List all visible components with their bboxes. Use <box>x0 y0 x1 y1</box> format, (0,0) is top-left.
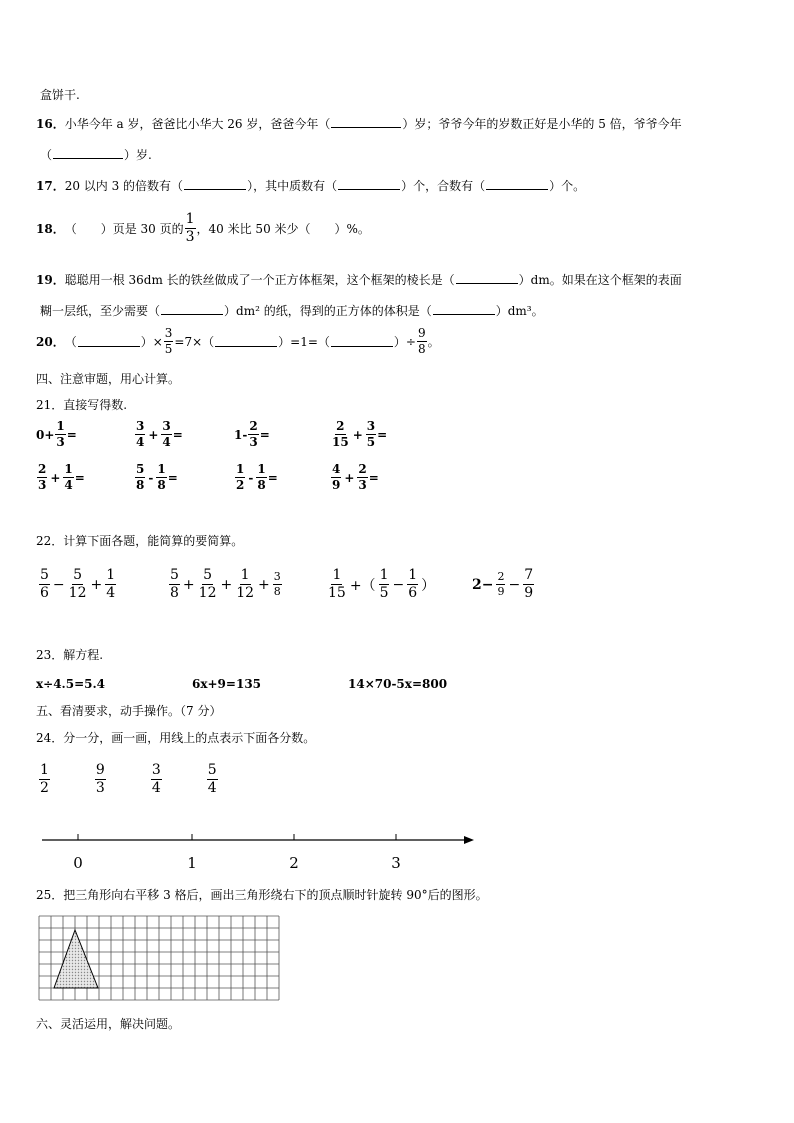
section-6-heading: 六、灵活运用，解决问题。 <box>36 1017 181 1031</box>
question-20: 20． （ ）× $\frac{3}{5}$ =7×（ ）=1=（ ）÷ $\frac{9}{8}$ 。 <box>36 326 440 357</box>
number-line[interactable] <box>36 825 486 875</box>
q21-item: 4 9 + $\frac{2}{3}$ = <box>332 462 379 493</box>
q21-item: 1- $\frac{2}{3}$ = <box>234 419 270 450</box>
fraction: 5 8 <box>136 462 145 493</box>
q22-expression-3: 1 15 +（ 1 5 − $\frac{1}{6}$ ） <box>328 567 436 602</box>
fraction: 1 2 <box>236 462 245 493</box>
fraction: 4 9 <box>332 462 341 493</box>
question-21-title: 21．直接写得数. <box>36 398 128 412</box>
q22-expression-2: 5 8 + $\frac{5}{12}$ + $\frac{1}{12}$ + $\frac{3}{8}$ <box>170 567 281 602</box>
question-25-title: 25．把三角形向右平移 3 格后，画出三角形绕右下的顶点顺时针旋转 90°后的图形。 <box>36 888 488 902</box>
tick-label-1: 1 <box>187 854 197 872</box>
question-19-line2: 糊一层纸，至少需要（ ）dm² 的纸，得到的正方体的体积是（ ）dm³。 <box>40 304 544 318</box>
answer-blank[interactable] <box>78 336 140 347</box>
question-22-title: 22．计算下面各题，能简算的要简算。 <box>36 534 244 548</box>
answer-blank[interactable] <box>184 179 246 190</box>
answer-blank[interactable] <box>433 304 495 315</box>
question-17: 17．20 以内 3 的倍数有（ ），其中质数有（ ）个，合数有（ ）个。 <box>36 179 586 193</box>
question-23-title: 23．解方程. <box>36 648 104 662</box>
grid-figure[interactable] <box>38 914 282 1004</box>
tick-label-2: 2 <box>289 854 299 872</box>
q21-item: 3 4 + $\frac{3}{4}$ = <box>136 419 183 450</box>
fraction: 1 3 <box>185 211 195 246</box>
fraction: $\frac{2}{3}$ <box>249 419 258 450</box>
fraction: 3 4 <box>136 419 145 450</box>
q21-item: 0+ $\frac{1}{3}$ = <box>36 419 77 450</box>
tick-label-3: 3 <box>391 854 401 872</box>
q15-tail: 盒饼干. <box>40 88 80 102</box>
fraction: $\frac{1}{8}$ <box>257 462 266 493</box>
q21-item: 2 15 + $\frac{3}{5}$ = <box>332 419 388 450</box>
q22-expression-4: 2− $\frac{2}{9}$ − $\frac{7}{9}$ <box>472 567 534 602</box>
answer-blank[interactable] <box>161 304 223 315</box>
fraction: $\frac{1}{3}$ <box>56 419 65 450</box>
equation-3: 14×70-5x=800 <box>348 677 448 691</box>
fraction: $\frac{2}{3}$ <box>358 462 367 493</box>
fraction: $\frac{9}{8}$ <box>417 326 426 357</box>
fraction: $\frac{3}{4}$ <box>162 419 171 450</box>
question-19-line1: 19．聪聪用一根 36dm 长的铁丝做成了一个正方体框架，这个框架的棱长是（ ）dm。如果在这个框架的表面 <box>36 273 682 287</box>
section-5-heading: 五、看清要求，动手操作。（7 分） <box>36 704 222 718</box>
answer-blank[interactable] <box>486 179 548 190</box>
fraction: 2 15 <box>332 419 349 450</box>
answer-blank[interactable] <box>215 336 277 347</box>
equation-1: x÷4.5=5.4 <box>36 677 106 691</box>
equation-2: 6x+9=135 <box>192 677 262 691</box>
question-24-title: 24．分一分，画一画，用线上的点表示下面各分数。 <box>36 731 316 745</box>
fraction: $\frac{1}{4}$ <box>64 462 73 493</box>
answer-blank[interactable] <box>331 336 393 347</box>
q21-item: 2 3 + $\frac{1}{4}$ = <box>38 462 85 493</box>
fraction: $\frac{3}{5}$ <box>366 419 376 450</box>
q21-item: 5 8 - $\frac{1}{8}$ = <box>136 462 178 493</box>
section-4-heading: 四、注意审题，用心计算。 <box>36 372 181 386</box>
q22-expression-1: 5 6 − $\frac{5}{12}$ + $\frac{1}{4}$ <box>40 567 116 602</box>
answer-blank[interactable] <box>53 148 123 159</box>
question-16-line2: （ ）岁. <box>40 148 152 162</box>
question-18: 18． （ ）页是 30 页的 1 3 ，40 米比 50 米少（ ）%。 <box>36 211 370 246</box>
answer-blank[interactable] <box>338 179 400 190</box>
fraction: $\frac{3}{5}$ <box>164 326 173 357</box>
arrow-head-icon <box>464 836 474 844</box>
fraction: $\frac{1}{8}$ <box>157 462 166 493</box>
question-16-line1: 16．小华今年 a 岁，爸爸比小华大 26 岁，爸爸今年（ ）岁；爷爷今年的岁数正好是小华的 5 倍，爷爷今年 <box>36 117 682 131</box>
fraction: 2 3 <box>38 462 47 493</box>
answer-blank[interactable] <box>456 273 518 284</box>
q24-fractions: 1 2 9 3 3 4 5 4 <box>40 762 217 797</box>
answer-blank[interactable] <box>331 117 401 128</box>
q21-item: 1 2 - $\frac{1}{8}$ = <box>236 462 278 493</box>
tick-label-0: 0 <box>73 854 83 872</box>
triangle-shape <box>54 930 98 988</box>
